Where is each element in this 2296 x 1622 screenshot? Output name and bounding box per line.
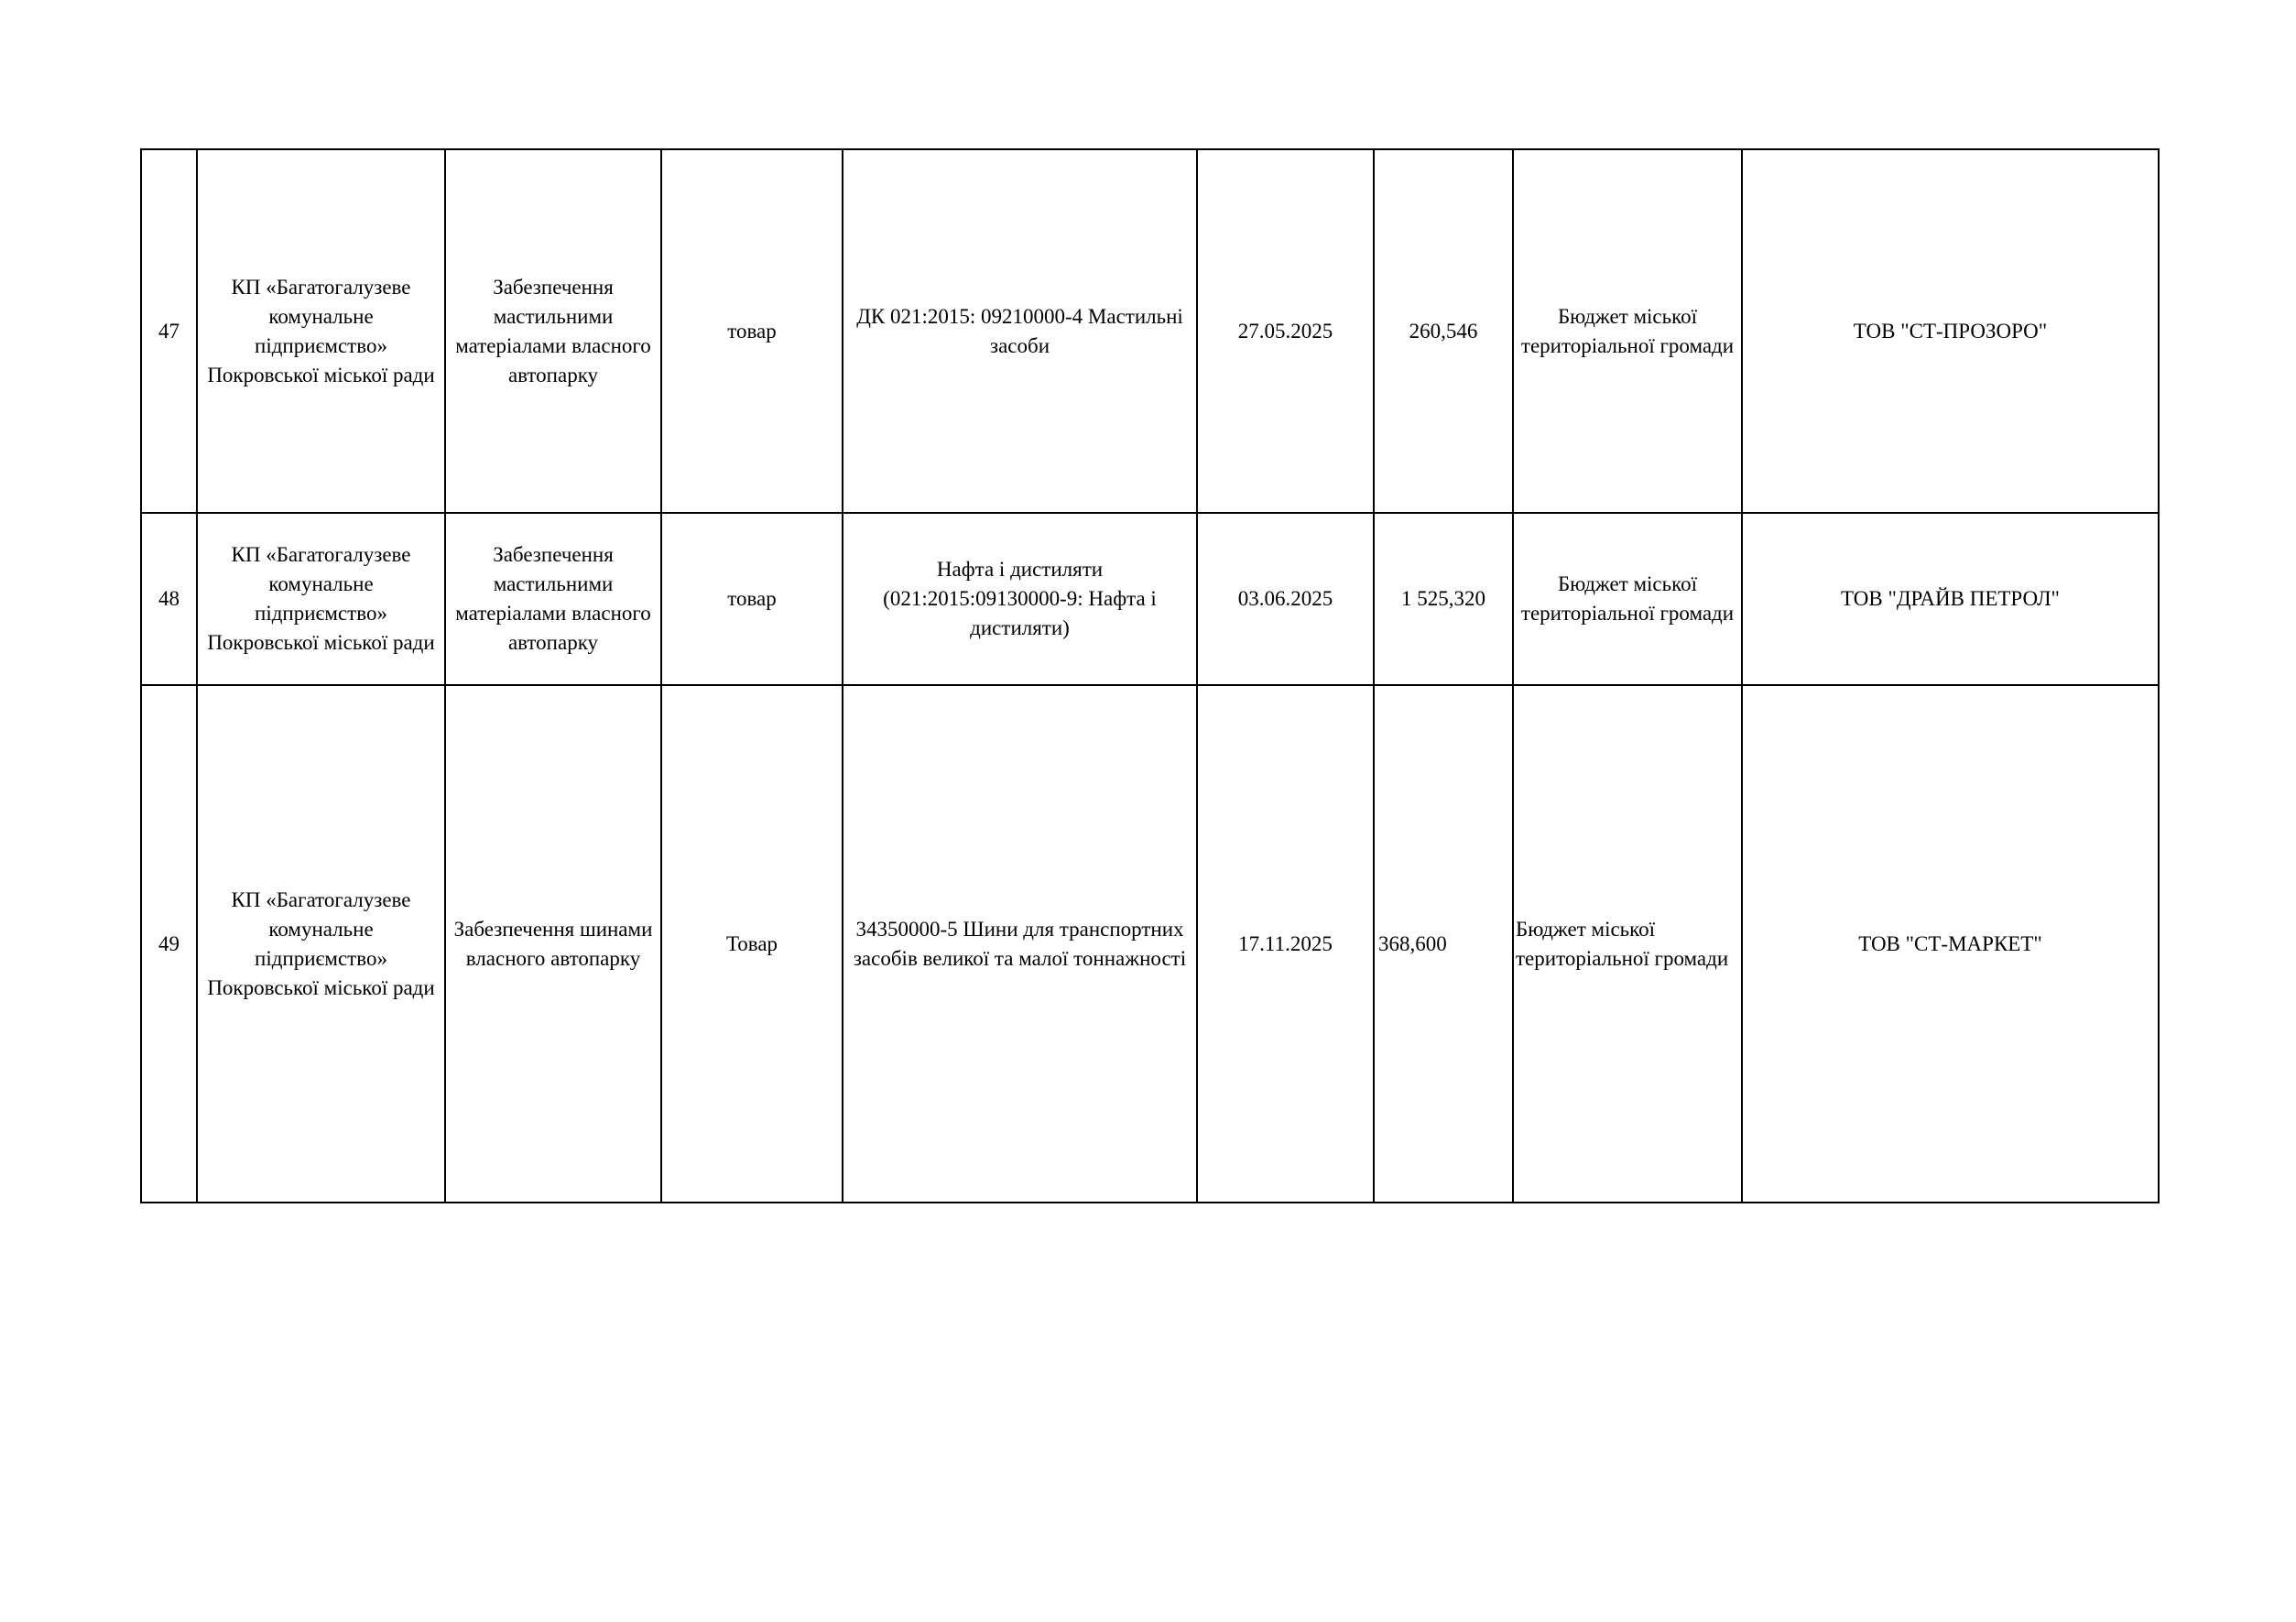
subject-cell: Забезпечення мастильними матеріалами власного автопарку (445, 513, 661, 685)
subject-cell: Забезпечення шинами власного автопарку (445, 685, 661, 1203)
funding-cell: Бюджет міської територіальної громади (1513, 149, 1742, 513)
type-cell: товар (661, 149, 843, 513)
row-number-cell: 48 (141, 513, 197, 685)
table-row (141, 513, 2159, 685)
classifier-cell: 34350000-5 Шини для транспортних засобів великої та малої тоннажності (843, 685, 1197, 1203)
type-cell: товар (661, 513, 843, 685)
customer-cell: КП «Багатогалузеве комунальне підприємство» Покровської міської ради (197, 513, 445, 685)
supplier-cell: ТОВ "ДРАЙВ ПЕТРОЛ" (1742, 513, 2159, 685)
type-cell: Товар (661, 685, 843, 1203)
subject-cell: Забезпечення мастильними матеріалами власного автопарку (445, 149, 661, 513)
row-number-cell: 49 (141, 685, 197, 1203)
date-cell: 27.05.2025 (1197, 149, 1374, 513)
row-number-cell: 47 (141, 149, 197, 513)
classifier-cell: Нафта і дистиляти (021:2015:09130000-9: Нафта і дистиляти) (843, 513, 1197, 685)
supplier-cell: ТОВ "СТ-ПРОЗОРО" (1742, 149, 2159, 513)
funding-cell: Бюджет міської територіальної громади (1513, 513, 1742, 685)
table-row (141, 149, 2159, 513)
procurement-table (140, 148, 2160, 1203)
customer-cell: КП «Багатогалузеве комунальне підприємство» Покровської міської ради (197, 685, 445, 1203)
supplier-cell: ТОВ "СТ-МАРКЕТ" (1742, 685, 2159, 1203)
amount-cell: 368,600 (1374, 685, 1513, 1203)
classifier-cell: ДК 021:2015: 09210000-4 Мастильні засоби (843, 149, 1197, 513)
date-cell: 03.06.2025 (1197, 513, 1374, 685)
date-cell: 17.11.2025 (1197, 685, 1374, 1203)
amount-cell: 260,546 (1374, 149, 1513, 513)
customer-cell: КП «Багатогалузеве комунальне підприємство» Покровської міської ради (197, 149, 445, 513)
funding-cell: Бюджет міської територіальної громади (1513, 685, 1742, 1203)
amount-cell: 1 525,320 (1374, 513, 1513, 685)
table-row (141, 685, 2159, 1203)
